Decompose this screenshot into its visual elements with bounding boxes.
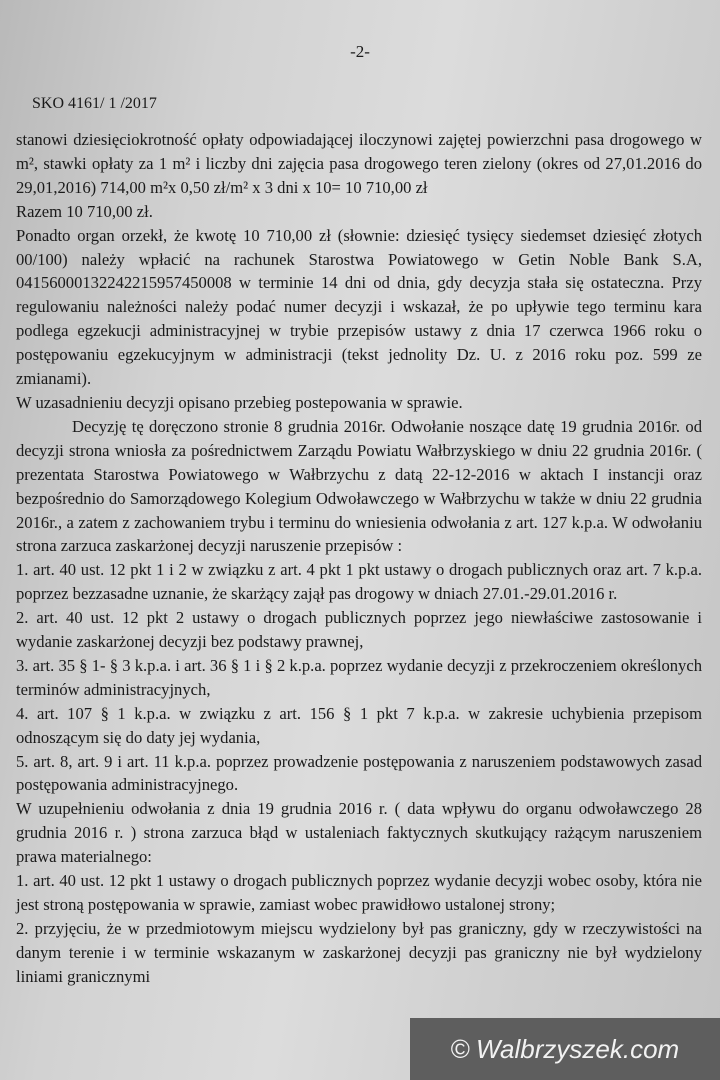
list-item-error-1: 1. art. 40 ust. 12 pkt 1 ustawy o drogach publicznych poprzez wydanie decyzji wobec osoby, która nie jest stroną postępowania w sprawie, zamiast wobec prawidłowo ustalonej strony; — [16, 871, 702, 914]
paragraph-supplement: W uzupełnieniu odwołania z dnia 19 grudnia 2016 r. ( data wpływu do organu odwoławczego 28 grudnia 2016 r. ) strona zarzuca błąd w ustaleniach faktycznych skutkujący rażącym naruszeniem prawa materialnego: — [16, 799, 702, 867]
copyright-icon: © — [450, 1033, 470, 1064]
case-reference: SKO 4161/ 1 /2017 — [32, 95, 157, 112]
paragraph-justification: W uzasadnieniu decyzji opisano przebieg postepowania w sprawie. — [16, 392, 463, 412]
page-number: -2- — [350, 42, 370, 61]
paragraph-fee-calculation: stanowi dziesięciokrotność opłaty odpowiadającej iloczynowi zajętej powierzchni pasa drogowego w m², stawki opłaty za 1 m² i liczby dni zajęcia pasa drogowego teren zielony (okres od 27,01.2016 do 29,01,2016) 714,00 m²x 0,50 zł/m² x 3 dni x 10= 10 710,00 zł — [16, 130, 702, 197]
document-body — [16, 128, 702, 989]
list-item-violation-1: 1. art. 40 ust. 12 pkt 1 i 2 w związku z art. 4 pkt 1 pkt ustawy o drogach publicznych oraz art. 7 k.p.a. poprzez bezzasadne uznanie, że skarżący zajął pas drogowy w dniach 27.01.-29.01.2016 r. — [16, 560, 702, 604]
list-item-violation-3: 3. art. 35 § 1- § 3 k.p.a. i art. 36 § 1 i § 2 k.p.a. poprzez wydanie decyzji z przekroczeniem określonych terminów administracyjnych, — [16, 655, 702, 699]
paragraph-total: Razem 10 710,00 zł. — [16, 201, 153, 221]
paragraph-appeal: Decyzję tę doręczono stronie 8 grudnia 2016r. Odwołanie noszące datę 19 grudnia 2016r. od decyzji strona wniosła za pośrednictwem Zarządu Powiatu Wałbrzyskiego w dniu 22 grudnia 2016r. ( prezentata Starostwa Powiatowego w Wałbrzychu z datą 22-12-2016 w aktach I instancji oraz bezpośrednio do Samorządowego Kolegium Odwoławczego w Wałbrzychu w także w dniu 22 grudnia 2016r., a zatem z zachowaniem trybu i terminu do wniesienia odwołania z art. 127 k.p.a. W odwołaniu strona zarzuca zaskarżonej decyzji naruszenie przepisów : — [16, 416, 702, 556]
watermark — [410, 1018, 720, 1080]
watermark-text: Walbrzyszek.com — [475, 1033, 680, 1064]
list-item-violation-5: 5. art. 8, art. 9 i art. 11 k.p.a. poprzez prowadzenie postępowania z naruszeniem podstawowych zasad postępowania administracyjnego. — [16, 751, 702, 795]
list-item-error-2: 2. przyjęciu, że w przedmiotowym miejscu wydzielony był pas graniczny, gdy w rzeczywistości na danym terenie i w terminie wskazanym w zaskarżonej decyzji pas graniczny nie był wydzielony liniami granicznymi — [16, 918, 702, 986]
list-item-violation-4: 4. art. 107 § 1 k.p.a. w związku z art. 156 § 1 pkt 7 k.p.a. w zakresie uchybienia przepisom odnoszącym się do daty jej wydania, — [16, 703, 702, 747]
paragraph-payment: Ponadto organ orzekł, że kwotę 10 710,00 zł (słownie: dziesięć tysięcy siedemset dziesięć złotych 00/100) należy wpłacić na rachunek Starostwa Powiatowego w Getin Noble Bank S.A, 04156000132242215957450008 w terminie 14 dni od dnia, gdy decyzja stała się ostateczna. Przy regulowaniu należności należy podać numer decyzji i wskazał, że po upływie tego terminu kara podlega egzekucji administracyjnej w trybie przepisów ustawy z dnia 17 czerwca 1966 roku o postępowaniu egzekucyjnym w administracji (tekst jednolity Dz. U. z 2016 roku poz. 599 ze zmianami). — [16, 225, 702, 389]
list-item-violation-2: 2. art. 40 ust. 12 pkt 2 ustawy o drogach publicznych poprzez jego niewłaściwe zastosowanie i wydanie zaskarżonej decyzji bez podstawy prawnej, — [16, 608, 702, 652]
